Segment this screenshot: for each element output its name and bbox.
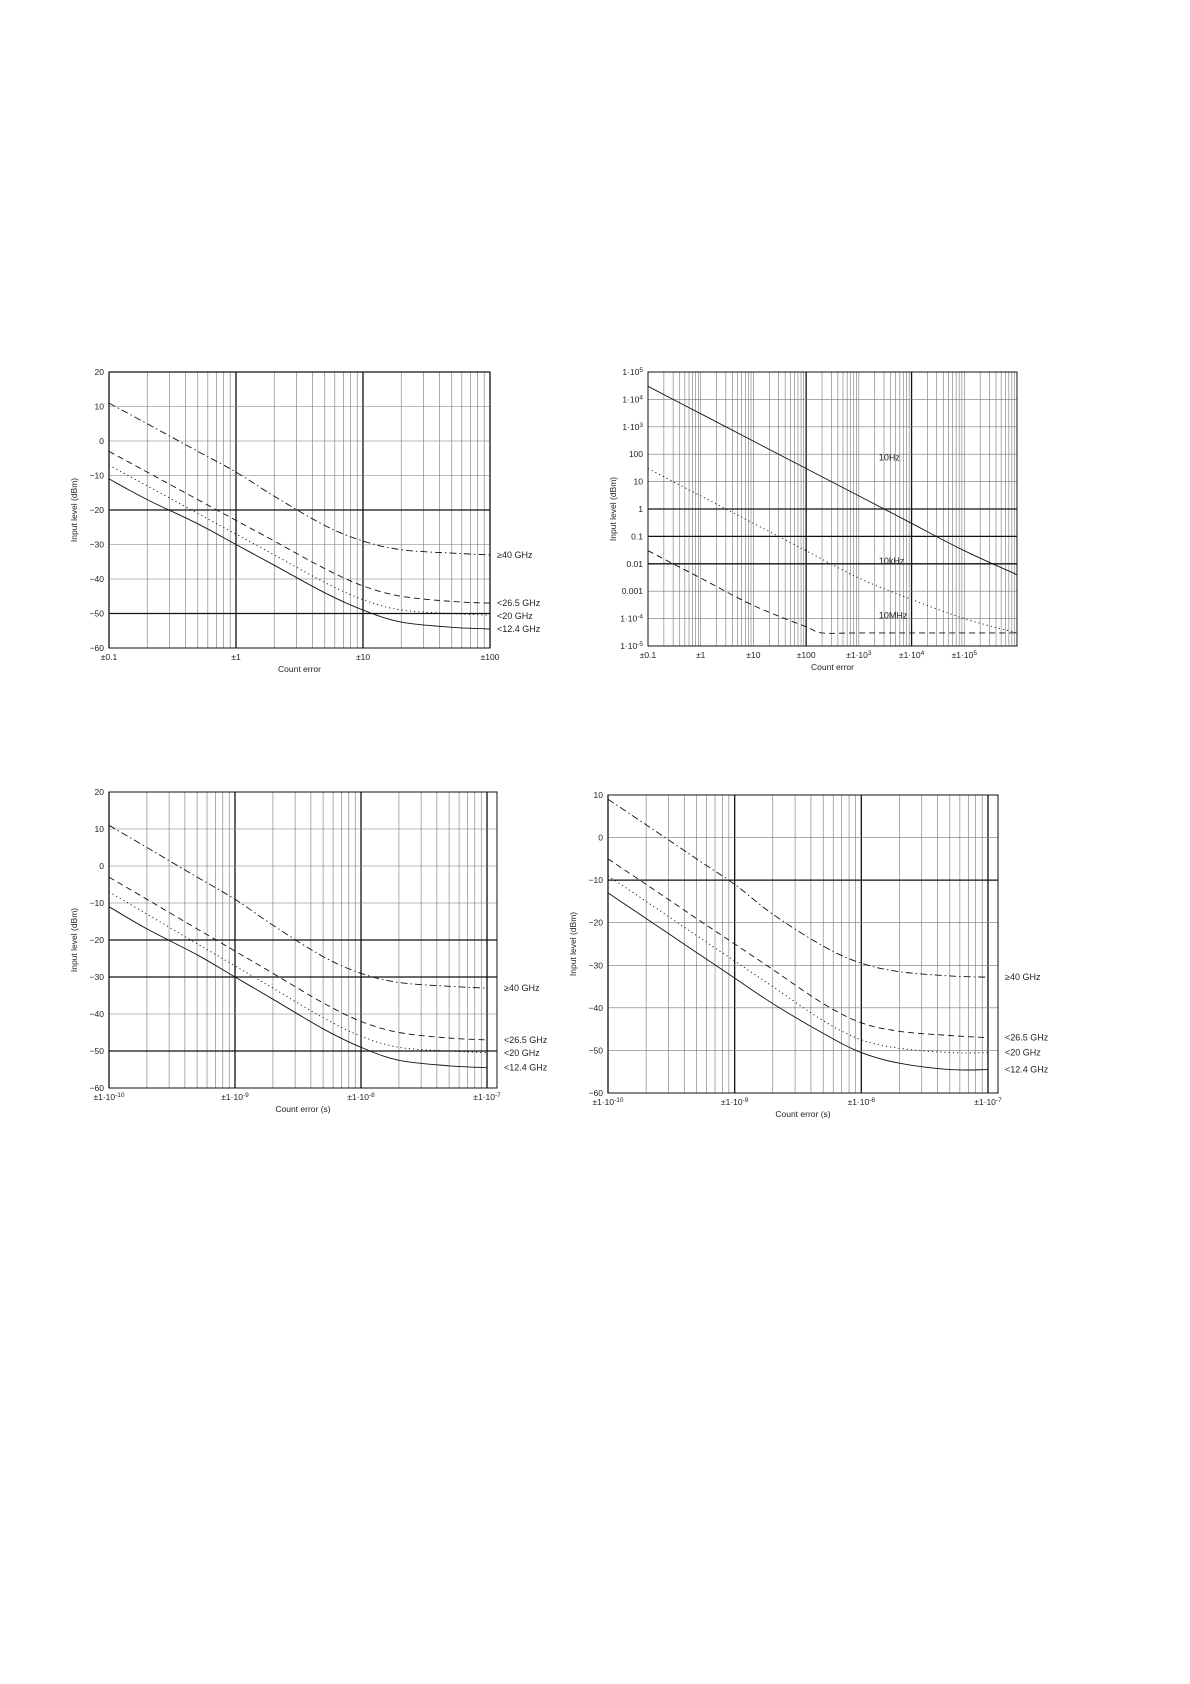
series-line (608, 799, 988, 977)
y-tick-label: −40 (89, 574, 104, 584)
y-tick-label: $1\cdot 10^5$ (622, 366, 643, 377)
y-tick-label: 10 (593, 790, 603, 800)
y-tick-label: −20 (588, 917, 603, 928)
y-tick-label: 0 (99, 861, 104, 871)
x-tick-label: $\pm 1\cdot 10^{-9}$ (720, 1096, 749, 1107)
y-tick-label: −60 (89, 643, 104, 653)
y-axis-title: Input level (dBm) (69, 907, 79, 973)
x-axis-title: Count error (s) (275, 1104, 331, 1114)
x-tick-label: ±10 (746, 650, 761, 660)
series-label: 10kHz (878, 555, 905, 566)
y-tick-label: −40 (89, 1009, 104, 1019)
x-tick-label: $\pm 1\cdot 10^{-10}$ (592, 1096, 624, 1107)
series-label: <12.4 GHz (504, 1062, 548, 1073)
series-line (608, 893, 988, 1070)
series-line (608, 876, 988, 1053)
y-tick-label: −60 (89, 1083, 104, 1093)
y-tick-label: −20 (89, 935, 104, 945)
y-axis-title: Input level (dBm) (608, 476, 618, 542)
y-tick-label: 0.01 (626, 558, 643, 569)
series-label: <20 GHz (497, 611, 533, 622)
x-tick-label: ±1 (696, 650, 706, 660)
y-tick-label: $1\cdot 10^{-5}$ (620, 640, 643, 651)
y-tick-label: 100 (628, 449, 643, 460)
y-tick-label: −50 (89, 1046, 104, 1056)
plot-frame (608, 795, 998, 1093)
series-label: <26.5 GHz (504, 1034, 548, 1045)
y-tick-label: −30 (588, 960, 603, 971)
x-tick-label: ±0.1 (639, 650, 657, 660)
y-tick-label: 20 (94, 367, 104, 377)
x-tick-label: ±1 (231, 652, 241, 662)
y-tick-label: −60 (588, 1088, 603, 1098)
y-tick-label: $1\cdot 10^{-4}$ (620, 613, 643, 624)
series-label: <26.5 GHz (1005, 1032, 1049, 1043)
x-axis-title: Count error (811, 662, 854, 672)
x-tick-label: ±10 (355, 652, 371, 662)
y-axis-title: Input level (dBm) (69, 477, 79, 543)
grid (608, 795, 998, 1093)
series-label: ≥40 GHz (504, 983, 540, 994)
y-tick-label: −40 (588, 1002, 603, 1013)
x-tick-label: $\pm 1\cdot 10^{-10}$ (93, 1091, 125, 1102)
x-axis-title: Count error (s) (775, 1109, 831, 1119)
y-tick-label: −50 (588, 1045, 603, 1056)
x-tick-label: $\pm 1\cdot 10^5$ (951, 649, 977, 660)
x-tick-label: $\pm 1\cdot 10^{-8}$ (847, 1096, 876, 1107)
series-label: <26.5 GHz (497, 598, 541, 609)
series-label: 10Hz (878, 452, 900, 463)
series-label: <20 GHz (504, 1047, 540, 1058)
series-label: <20 GHz (1005, 1047, 1041, 1058)
y-tick-label: 0.001 (621, 586, 643, 597)
series-label: <12.4 GHz (497, 624, 541, 635)
x-tick-label: $\pm 1\cdot 10^{-9}$ (221, 1091, 249, 1102)
y-tick-label: 10 (633, 476, 643, 487)
y-tick-label: $1\cdot 10^4$ (622, 393, 643, 405)
x-tick-label: $\pm 1\cdot 10^{-7}$ (473, 1091, 501, 1102)
x-tick-label: $\pm 1\cdot 10^4$ (898, 649, 925, 660)
x-tick-label: $\pm 1\cdot 10^{-8}$ (347, 1091, 375, 1102)
x-tick-label: ±100 (480, 652, 500, 662)
x-tick-label: $\pm 1\cdot 10^{-7}$ (974, 1096, 1002, 1107)
series-label: ≥40 GHz (1005, 972, 1041, 983)
series-line (608, 859, 988, 1038)
x-tick-label: ±100 (796, 650, 816, 660)
x-tick-label: $\pm 1\cdot 10^3$ (846, 649, 872, 660)
y-tick-label: −30 (89, 972, 104, 982)
series-label: ≥40 GHz (497, 549, 533, 560)
y-tick-label: 10 (94, 824, 104, 834)
y-tick-label: −30 (89, 539, 104, 550)
y-tick-label: −10 (89, 898, 104, 908)
y-tick-label: −10 (89, 470, 104, 481)
y-tick-label: 10 (94, 401, 104, 412)
y-axis-title: Input level (dBm) (568, 911, 578, 977)
y-tick-label: −20 (89, 505, 104, 515)
x-axis-title: Count error (278, 664, 321, 674)
y-tick-label: 1 (638, 504, 643, 514)
y-tick-label: 0.1 (631, 531, 643, 542)
series-label: <12.4 GHz (1005, 1064, 1049, 1075)
y-tick-label: 0 (99, 436, 104, 446)
y-tick-label: $1\cdot 10^3$ (622, 421, 643, 432)
x-tick-label: ±0.1 (100, 652, 118, 662)
y-tick-label: 20 (94, 787, 104, 797)
series-label: 10MHz (878, 610, 908, 621)
y-tick-label: 0 (598, 832, 603, 843)
y-tick-label: −50 (89, 608, 104, 619)
y-tick-label: −10 (588, 875, 603, 886)
